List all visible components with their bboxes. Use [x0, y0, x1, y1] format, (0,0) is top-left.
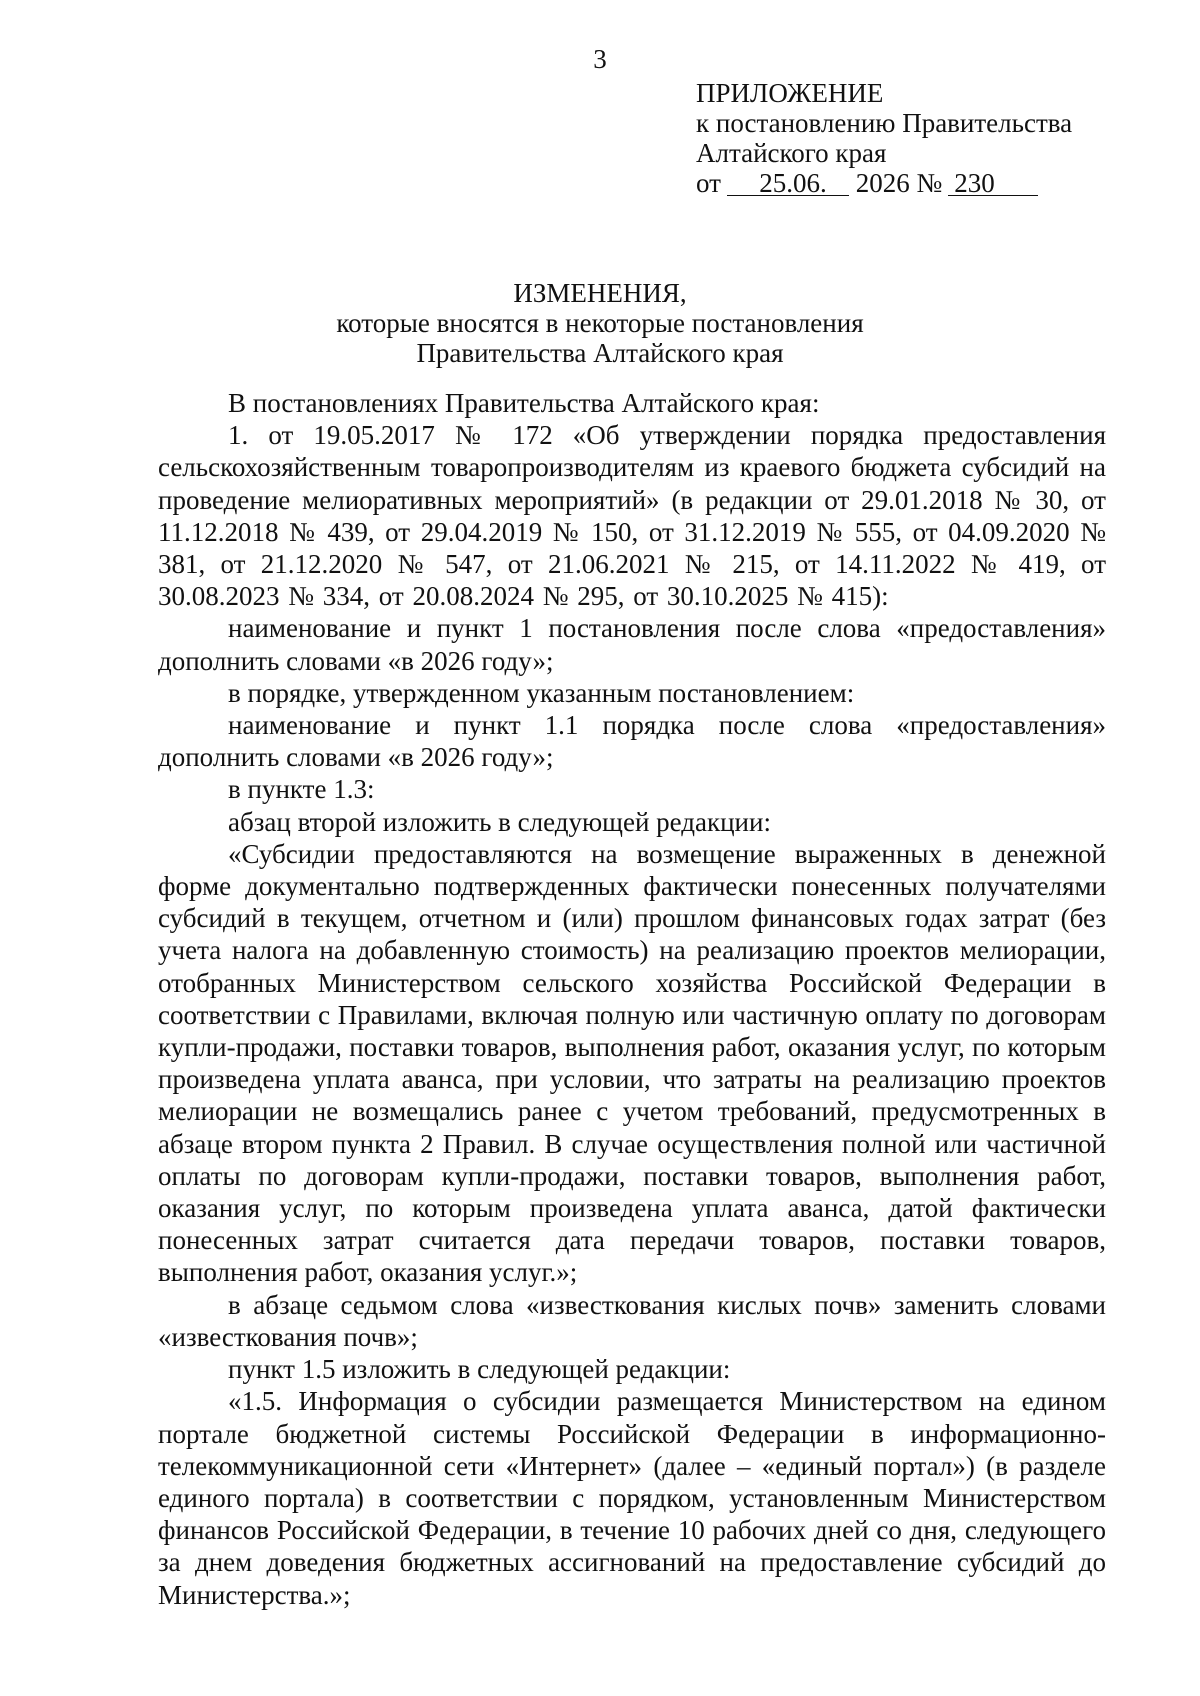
date-prefix: от [696, 168, 721, 198]
page-number: 3 [593, 44, 607, 74]
appendix-date-line [696, 168, 1072, 198]
appendix-title: ПРИЛОЖЕНИЕ [696, 78, 884, 108]
heading-subtitle-line-2: Правительства Алтайского края [416, 338, 784, 368]
date-year: 2026 [855, 168, 910, 198]
appendix-block [696, 78, 1072, 198]
paragraph-seventh-abzac: в абзаце седьмом слова «известкования кислых почв» заменить словами «известкования почв»; [158, 1289, 1106, 1352]
heading-subtitle-line-1: которые вносятся в некоторые постановления [336, 308, 864, 338]
paragraph-second-abzac: абзац второй изложить в следующей редакции: [228, 806, 771, 837]
paragraph-order: в порядке, утвержденном указанным постановлением: [228, 677, 855, 708]
paragraph-point-1-5: пункт 1.5 изложить в следующей редакции: [228, 1354, 731, 1385]
paragraph-point-1-3: в пункте 1.3: [228, 774, 375, 805]
heading-title: ИЗМЕНЕНИЯ, [513, 278, 687, 308]
appendix-line-1: к постановлению Правительства [696, 108, 1073, 138]
date-value: 25.06. [727, 171, 849, 196]
document-body [158, 387, 1106, 1611]
paragraph-point-1-5-text: «1.5. Информация о субсидии размещается Министерством на едином портале бюджетной системы Российской Федерации в информационно-телекоммуникационной сети «Интернет» (далее – «единый портал») (в разделе единого портала) в соответствии с порядком, установленным Министерством финансов Российской Федерации, в течение 10 рабочих дней со дня, следующего за днем доведения бюджетных ассигнований на предоставление субсидий до Министерства.»; [158, 1386, 1106, 1610]
paragraph-name-change: наименование и пункт 1 постановления после слова «предоставления» дополнить словами «в 2026 году»; [158, 613, 1106, 676]
appendix-line-2: Алтайского края [696, 138, 887, 168]
paragraph-subsidy-text: «Субсидии предоставляются на возмещение выраженных в денежной форме документально подтвержденных фактически понесенных получателями субсидий в текущем, отчетном и (или) прошлом финансовых годах затрат (без учета налога на добавленную стоимость) на реализацию проектов мелиорации, отобранных Министерством сельского хозяйства Российской Федерации в соответствии с Правилами, включая полную или частичную оплату по договорам купли-продажи, поставки товаров, выполнения работ, оказания услуг, по которым произведена уплата аванса, при условии, что затраты на реализацию проектов мелиорации не возмещались ранее с учетом требований, предусмотренных в абзаце втором пункта 2 Правил. В случае осуществления полной или частичной оплаты по договорам купли-продажи, поставки товаров, выполнения работ, оказания услуг, по которым произведена уплата аванса, датой фактически понесенных затрат считается дата передачи товаров, поставки товаров, выполнения работ, оказания услуг.»; [158, 838, 1106, 1288]
number-sign: № [916, 168, 943, 198]
paragraph-item-1: 1. от 19.05.2017 № 172 «Об утверждении порядка предоставления сельскохозяйственным товаропроизводителям из краевого бюджета субсидий на проведение мелиоративных мероприятий» (в редакции от 29.01.2018 № 30, от 11.12.2018 № 439, от 29.04.2019 № 150, от 31.12.2019 № 555, от 04.09.2020 № 381, от 21.12.2020 № 547, от 21.06.2021 № 215, от 14.11.2022 № 419, от 30.08.2023 № 334, от 20.08.2024 № 295, от 30.10.2025 № 415): [158, 420, 1106, 612]
paragraph-name-change-order: наименование и пункт 1.1 порядка после слова «предоставления» дополнить словами «в 2026 году»; [158, 710, 1106, 773]
number-value: 230 [948, 171, 1038, 196]
document-heading [0, 278, 1200, 368]
paragraph-intro: В постановлениях Правительства Алтайского края: [228, 388, 820, 418]
